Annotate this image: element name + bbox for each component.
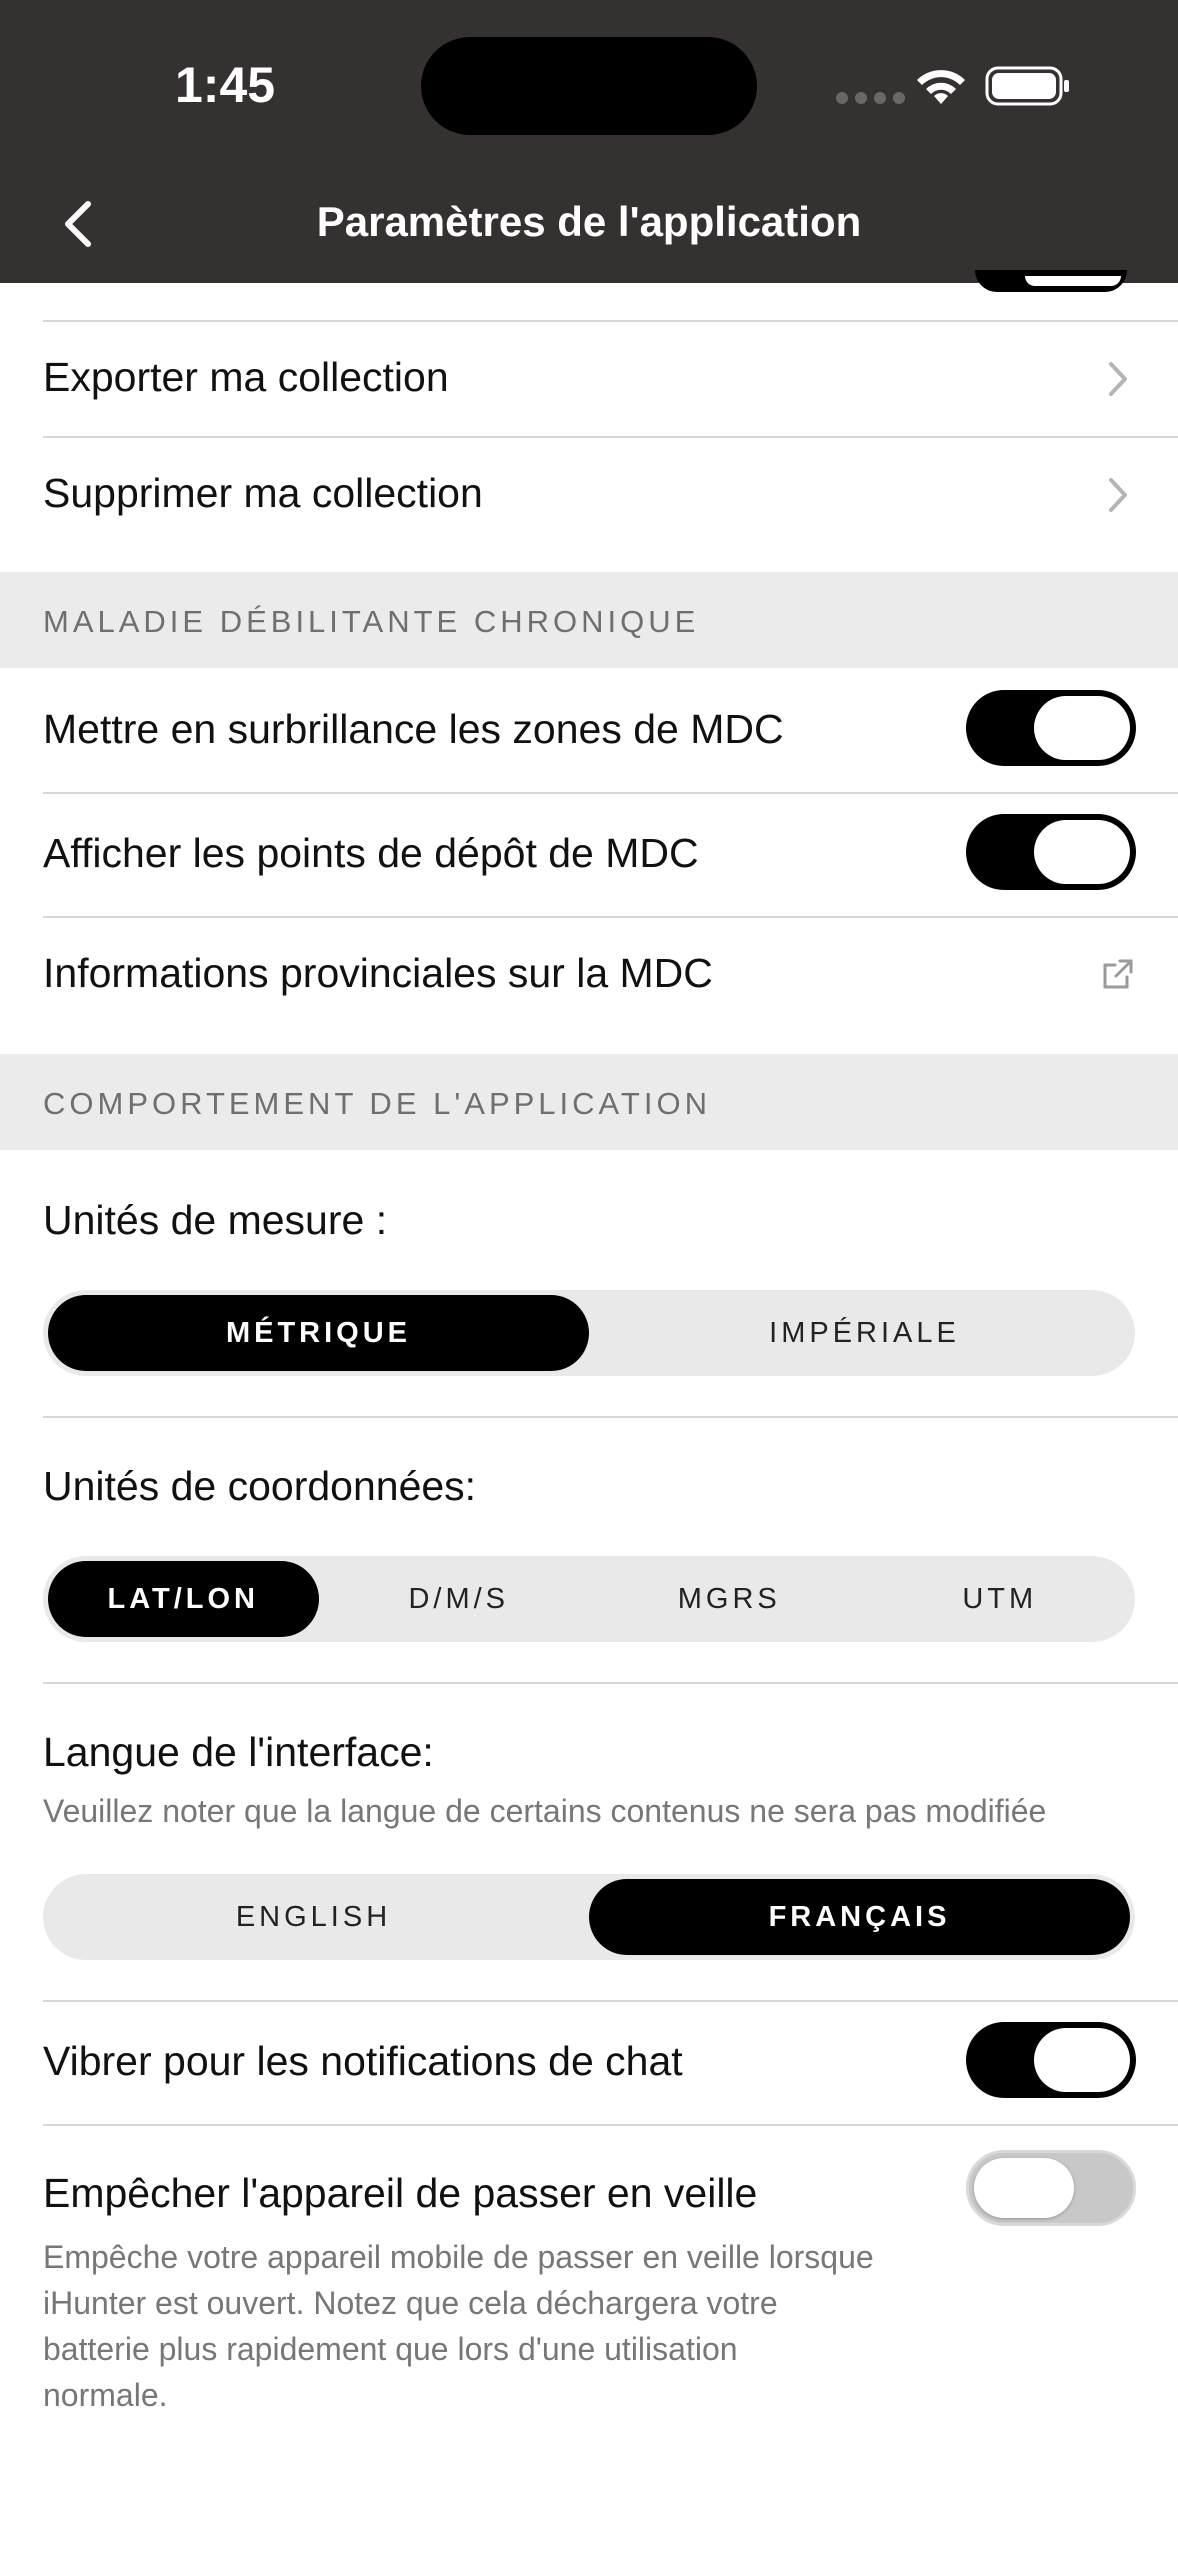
battery-icon (985, 66, 1071, 106)
section-header-behavior (0, 1054, 1178, 1150)
language-segmented-control (43, 1874, 1135, 1960)
prevent-sleep-description (43, 2234, 874, 2418)
page-title: Paramètres de l'application (316, 198, 862, 245)
language-option-french[interactable]: FRANÇAIS (589, 1879, 1130, 1955)
dropoff-points-toggle[interactable] (966, 814, 1136, 890)
units-option-imperial[interactable]: IMPÉRIALE (769, 1316, 960, 1349)
chevron-right-icon (1106, 476, 1130, 514)
vibrate-label: Vibrer pour les notifications de chat (43, 2038, 683, 2084)
app-header (0, 0, 1178, 283)
prevent-sleep-row (0, 2126, 1178, 2426)
divider (43, 1682, 1178, 1684)
highlight-zones-row (0, 668, 1178, 792)
provincial-info-row[interactable] (0, 918, 1178, 1054)
export-collection-label: Exporter ma collection (43, 354, 449, 400)
description-line: batterie plus rapidement que lors d'une utilisation (43, 2331, 738, 2367)
description-line: iHunter est ouvert. Notez que cela déchargera votre (43, 2285, 778, 2321)
units-option-metric[interactable]: MÉTRIQUE (48, 1295, 589, 1371)
toggle-partial (975, 270, 1127, 292)
section-header-label: MALADIE DÉBILITANTE CHRONIQUE (43, 604, 700, 639)
language-note: Veuillez noter que la langue de certains contenus ne sera pas modifiée (43, 1793, 1047, 1829)
highlight-zones-label: Mettre en surbrillance les zones de MDC (43, 706, 784, 752)
vibrate-row (0, 2002, 1178, 2124)
dropoff-points-label: Afficher les points de dépôt de MDC (43, 830, 699, 876)
description-line: normale. (43, 2377, 168, 2413)
prevent-sleep-toggle[interactable] (966, 2150, 1136, 2226)
language-option-english[interactable]: ENGLISH (235, 1900, 392, 1933)
vibrate-toggle[interactable] (966, 2022, 1136, 2098)
dynamic-island (421, 37, 757, 135)
divider (43, 1416, 1178, 1418)
coords-option-utm[interactable]: UTM (962, 1582, 1038, 1615)
cellular-signal-icon (836, 92, 905, 104)
units-segmented-control (43, 1290, 1135, 1376)
section-header-label: COMPORTEMENT DE L'APPLICATION (43, 1086, 711, 1121)
delete-collection-row[interactable] (0, 438, 1178, 572)
description-line: Empêche votre appareil mobile de passer en veille lorsque (43, 2239, 874, 2275)
provincial-info-label: Informations provinciales sur la MDC (43, 950, 713, 996)
section-header-cwd (0, 572, 1178, 668)
coords-option-dms[interactable]: D/M/S (408, 1582, 510, 1615)
external-link-icon (1100, 956, 1136, 992)
export-collection-row[interactable] (0, 322, 1178, 436)
units-label: Unités de mesure : (43, 1197, 388, 1243)
language-label: Langue de l'interface: (43, 1729, 434, 1775)
coords-option-latlon[interactable]: LAT/LON (48, 1561, 319, 1637)
delete-collection-label: Supprimer ma collection (43, 470, 483, 516)
chevron-right-icon (1106, 360, 1130, 398)
coords-segmented-control (43, 1556, 1135, 1642)
status-time: 1:45 (175, 57, 276, 113)
wifi-icon (912, 64, 970, 108)
highlight-zones-toggle[interactable] (966, 690, 1136, 766)
coords-option-mgrs[interactable]: MGRS (677, 1582, 781, 1615)
coords-label: Unités de coordonnées: (43, 1463, 477, 1509)
dropoff-points-row (0, 794, 1178, 916)
prevent-sleep-label: Empêcher l'appareil de passer en veille (43, 2170, 758, 2216)
